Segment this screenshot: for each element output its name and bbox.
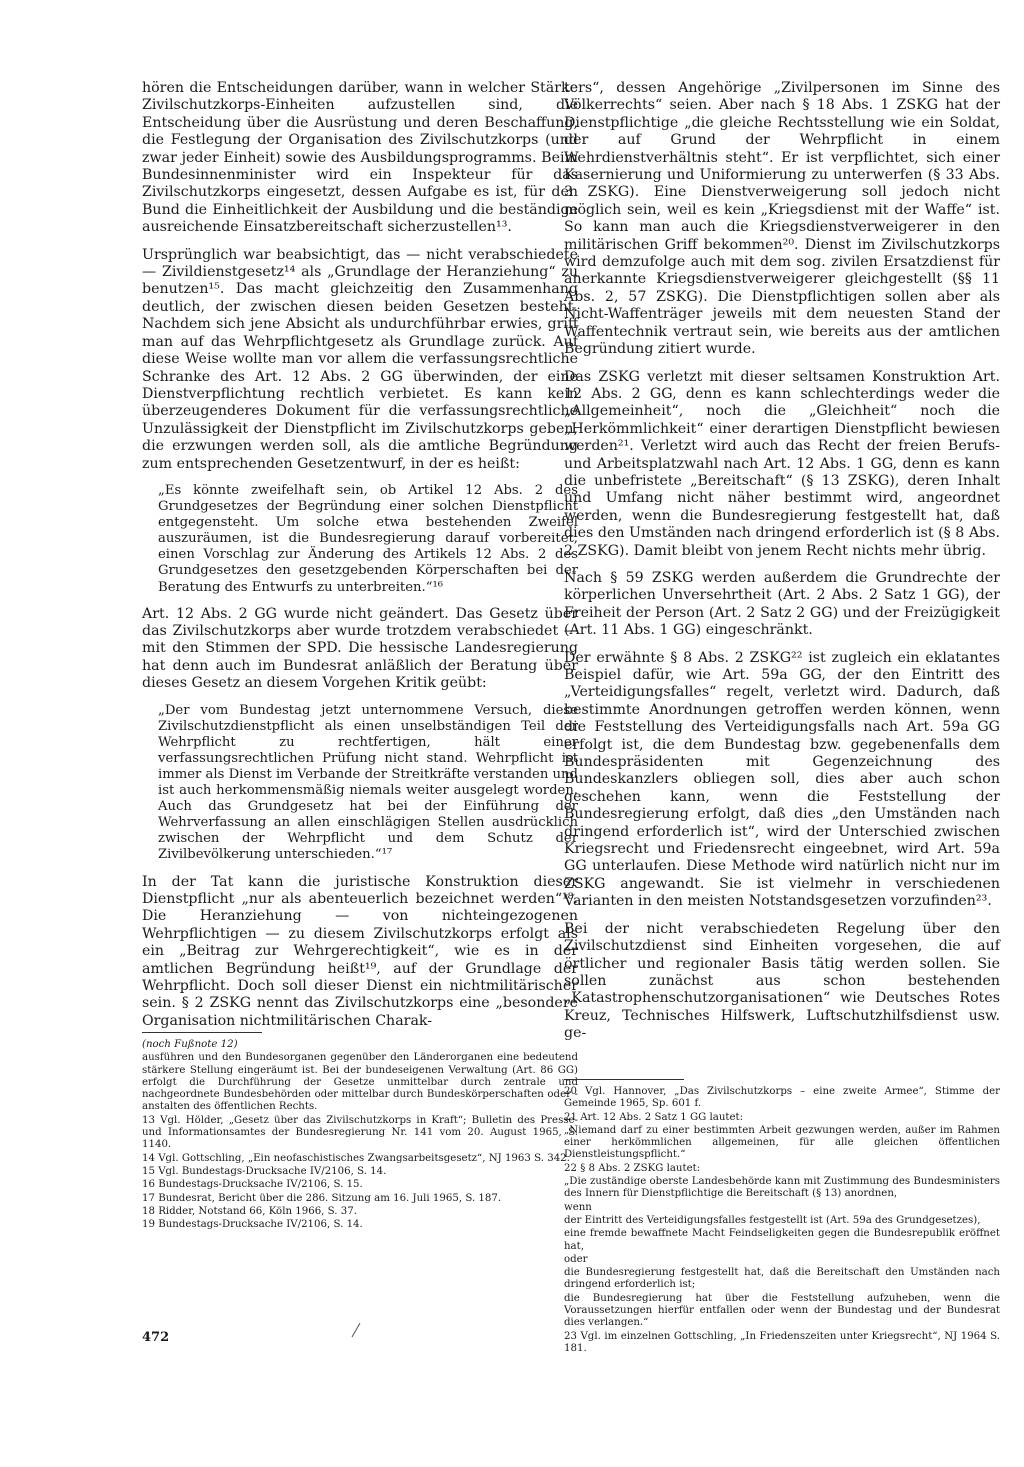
footnote-23: 23 Vgl. im einzelnen Gottschling, „In Friedenszeiten unter Kriegsrecht“, NJ 1964 S. 181. — [564, 1330, 1000, 1354]
right-paragraph-2: Das ZSKG verletzt mit dieser seltsamen Konstruktion Art. 12 Abs. 2 GG, denn es kann schlechterdings weder die „Allgemeinheit“, noch die „Gleichheit“ noch die „Herkömmlichkeit“ einer derartigen Dienstpflicht bewiesen werden²¹. Verletzt wird auch das Recht der freien Berufs- und Arbeitsplatzwahl nach Art. 12 Abs. 1 GG, denn es kann die unbefristete „Bereitschaft“ (§ 13 ZSKG), deren Inhalt und Umfang nicht näher bestimmt wird, angeordnet werden, wenn die Bundesregierung festgestellt hat, daß dies den Umständen nach dringend erforderlich ist (§ 8 Abs. 2 ZSKG). Damit bleibt von jenem Recht nichts mehr übrig. — [564, 368, 1000, 559]
footnote-22-quote-6: die Bundesregierung festgestellt hat, daß die Bereitschaft den Umständen nach dringend erforderlich ist; — [564, 1267, 1000, 1291]
footnote-22-quote-4: eine fremde bewaffnete Macht Feindseligkeiten gegen die Bundesrepublik eröffnet hat, — [564, 1228, 1000, 1252]
left-paragraph-4: In der Tat kann die juristische Konstruktion dieser Dienstpflicht „nur als abenteuerlich bezeichnet werden“¹⁸. Die Heranziehung — von nichteingezogenen Wehrpflichtigen — zu diesem Zivilschutzkorps erfolgt als ein „Beitrag zur Wehrgerechtigkeit“, wie es in der amtlichen Begründung heißt¹⁹, auf der Grundlage der Wehrpflicht. Doch soll dieser Dienst ein nichtmilitärischer sein. § 2 ZSKG nennt das Zivilschutzkorps eine „besondere Organisation nichtmilitärischen Charak- — [142, 873, 578, 1029]
footnote-21: 21 Art. 12 Abs. 2 Satz 1 GG lautet: — [564, 1111, 744, 1123]
footnote-14: 14 Vgl. Gottschling, „Ein neofaschistisches Zwangsarbeitsgesetz“, NJ 1963 S. 342. — [142, 1152, 570, 1164]
footnote-22-quote-5: oder — [564, 1253, 588, 1265]
footnotes-right — [564, 1071, 1000, 1356]
footnote-22-quote-7: die Bundesregierung hat über die Feststellung aufzuheben, wenn die Voraussetzungen hierfür entfallen oder wenn der Bundestag und der Bundesrat dies verlangen.“ — [564, 1292, 1000, 1329]
footnote-18: 18 Ridder, Notstand 66, Köln 1966, S. 37. — [142, 1205, 357, 1217]
left-paragraph-2: Ursprünglich war beabsichtigt, das — nicht verabschiedete — Zivildienstgesetz¹⁴ als „Grundlage der Heranziehung“ zu benutzen¹⁵. Das macht gleichzeitig den Zusammenhang deutlich, der zwischen diesen beiden Gesetzen besteht. Nachdem sich jene Absicht als undurchführbar erwies, griff man auf das Wehrpflichtgesetz als Grundlage zurück. Auf diese Weise wollte man vor allem die verfassungsrechtliche Schranke des Art. 12 Abs. 2 GG überwinden, der eine Dienstverpflichtung rechtlich verbietet. Es kann kein überzeugenderes Dokument für die verfassungsrechtliche Unzulässigkeit der Dienstpflicht im Zivilschutzkorps geben, die erzwungen werden soll, als die amtliche Begründung zum entsprechenden Gesetzentwurf, in der es heißt: — [142, 246, 578, 472]
footnote-17: 17 Bundesrat, Bericht über die 286. Sitzung am 16. Juli 1965, S. 187. — [142, 1192, 502, 1204]
footnote-continuation-label: (noch Fußnote 12) — [142, 1039, 238, 1050]
footnote-22: 22 § 8 Abs. 2 ZSKG lautet: — [564, 1162, 701, 1174]
footnote-22-quote-2: wenn — [564, 1201, 592, 1213]
right-paragraph-5: Bei der nicht verabschiedeten Regelung über den Zivilschutzdienst sind Einheiten vorgesehen, die auf örtlicher und regionaler Basis tätig werden sollen. Sie sollen zunächst aus schon bestehenden „Katastrophenschutzorganisationen“ wie Deutsches Rotes Kreuz, Technisches Hilfswerk, Luftschutzhilfsdienst usw. ge- — [564, 920, 1000, 1042]
footnotes-left — [142, 1024, 578, 1232]
left-paragraph-3: Art. 12 Abs. 2 GG wurde nicht geändert. Das Gesetz über das Zivilschutzkorps aber wurde trotzdem verabschiedet — mit den Stimmen der SPD. Die hessische Landesregierung hat denn auch im Bundesrat anläßlich der Beratung über dieses Gesetz an diesem Vorgehen Kritik geübt: — [142, 605, 578, 692]
footnote-16: 16 Bundestags-Drucksache IV/2106, S. 15. — [142, 1179, 363, 1191]
right-column — [564, 80, 1000, 1053]
page-number: 472 — [142, 1330, 170, 1345]
left-quote-1: „Es könnte zweifelhaft sein, ob Artikel 12 Abs. 2 des Grundgesetzes der Begründung einer solchen Dienstpflicht entgegensteht. Um solche etwa bestehenden Zweifel auszuräumen, ist die Bundesregierung darauf vorbereitet, einen Vorschlag zur Änderung des Artikels 12 Abs. 2 des Grundgesetzes den gesetzgebenden Körperschaften bei der Beratung des Entwurfs zu unterbreiten.“¹⁶ — [158, 482, 578, 595]
footnote-divider — [142, 1032, 262, 1033]
footnote-21-quote: „Niemand darf zu einer bestimmten Arbeit gezwungen werden, außer im Rahmen einer herkömmlichen allgemeinen, für alle gleichen öffentlichen Dienstleistungspflicht.“ — [564, 1124, 1000, 1161]
left-paragraph-1: hören die Entscheidungen darüber, wann in welcher Stärke Zivilschutzkorps-Einheiten aufzustellen sind, die Entscheidung über die Ausrüstung und deren Beschaffung, die Festlegung der Organisation des Zivilschutzkorps (und zwar jeder Einheit) sowie des Ausbildungsprogramms. Beim Bundesinnenminister wird ein Inspekteur für das Zivilschutzkorps eingesetzt, dessen Aufgabe es ist, für den Bund die Einheitlichkeit der Ausbildung und die beständige ausreichende Einsatzbereitschaft sicherzustellen¹³. — [142, 80, 578, 236]
footnote-22-quote-3: der Eintritt des Verteidigungsfalles festgestellt ist (Art. 59a des Grundgesetzes), — [564, 1214, 981, 1226]
footnote-13: 13 Vgl. Hölder, „Gesetz über das Zivilschutzkorps in Kraft“; Bulletin des Presse- und Informationsamtes der Bundesregierung Nr. 141 vom 20. August 1965, S. 1140. — [142, 1114, 578, 1151]
left-column — [142, 80, 578, 1040]
right-paragraph-1: ters“, dessen Angehörige „Zivilpersonen im Sinne des Völkerrechts“ seien. Aber nach § 18 Abs. 1 ZSKG hat der Dienstpflichtige „die gleiche Rechtsstellung wie ein Soldat, der auf Grund der Wehrpflicht in einem Wehrdienstverhältnis steht“. Er ist verpflichtet, sich einer Kasernierung und Uniformierung zu unterwerfen (§ 33 Abs. 3 ZSKG). Eine Dienstverweigerung soll jedoch nicht möglich sein, weil es kein „Kriegsdienst mit der Waffe“ ist. So kann man auch die Kriegsdienstverweigerer in den militärischen Griff bekommen²⁰. Dienst im Zivilschutzkorps wird demzufolge auch mit dem sog. zivilen Ersatzdienst für anerkannte Kriegsdienstverweigerer gleichgestellt (§§ 11 Abs. 2, 57 ZSKG). Die Dienstpflichtigen sollen aber als Nicht-Waffenträger jeweils mit dem neuesten Stand der Waffentechnik vertraut sein, wie bereits aus der amtlichen Begründung zitiert wurde. — [564, 80, 1000, 358]
pen-stroke-mark — [350, 1322, 362, 1338]
footnote-15: 15 Vgl. Bundestags-Drucksache IV/2106, S. 14. — [142, 1165, 387, 1177]
left-quote-2: „Der vom Bundestag jetzt unternommene Versuch, diese Zivilschutzdienstpflicht als einen unselbständigen Teil der Wehrpflicht zu rechtfertigen, hält einer verfassungsrechtlichen Prüfung nicht stand. Wehrpflicht ist immer als Dienst im Verbande der Streitkräfte verstanden und ist auch herkommensmäßig niemals weiter ausgelegt worden. Auch das Grundgesetz hat bei der Einführung der Wehrverfassung an allen einschlägigen Stellen ausdrücklich zwischen der Wehrpflicht und dem Schutz der Zivilbevölkerung unterschieden.“¹⁷ — [158, 702, 578, 863]
footnote-22-quote-1: „Die zuständige oberste Landesbehörde kann mit Zustimmung des Bundesministers des Innern für Dienstpflichtige die Bereitschaft (§ 13) anordnen, — [564, 1176, 1000, 1200]
footnote-20: 20 Vgl. Hannover, „Das Zivilschutzkorps – eine zweite Armee“, Stimme der Gemeinde 1965, Sp. 601 f. — [564, 1086, 1000, 1110]
footnote-19: 19 Bundestags-Drucksache IV/2106, S. 14. — [142, 1219, 363, 1231]
right-paragraph-4: Der erwähnte § 8 Abs. 2 ZSKG²² ist zugleich ein eklatantes Beispiel dafür, wie Art. 59a GG, der den Eintritt des „Verteidigungsfalles“ regelt, verletzt wird. Dadurch, daß bestimmte Anordnungen getroffen werden können, wenn die Feststellung des Verteidigungsfalls nach Art. 59a GG erfolgt ist, die dem Bundestag bzw. gegebenenfalls dem Bundespräsidenten mit Gegenzeichnung des Bundeskanzlers obliegen soll, dies aber auch schon geschehen kann, wenn die Feststellung der Bundesregierung erfolgt, daß dies „den Umständen nach dringend erforderlich ist“, wird der Unterschied zwischen Kriegsrecht und Friedensrecht eingeebnet, wird Art. 59a GG unterlaufen. Diese Methode wird natürlich nicht nur im ZSKG angewandt. Sie ist vielmehr in verschiedenen Varianten in den meisten Notstandsgesetzen vorzufinden²³. — [564, 649, 1000, 910]
right-paragraph-3: Nach § 59 ZSKG werden außerdem die Grundrechte der körperlichen Unversehrtheit (Art. 2 Abs. 2 Satz 1 GG), der Freiheit der Person (Art. 2 Satz 2 GG) und der Freizügigkeit (Art. 11 Abs. 1 GG) eingeschränkt. — [564, 569, 1000, 639]
footnote-12-continued: ausführen und den Bundesorganen gegenüber den Länderorganen eine bedeutend stärkere Stellung eingeräumt ist. Bei der bundeseigenen Verwaltung (Art. 86 GG) erfolgt die Durchführung der Gesetze unmittelbar durch zentrale und nachgeordnete Bundesbehörden oder mittelbar durch Bundeskörperschaften oder -anstalten des öffentlichen Rechts. — [142, 1052, 578, 1113]
footnote-divider-right — [564, 1079, 684, 1080]
